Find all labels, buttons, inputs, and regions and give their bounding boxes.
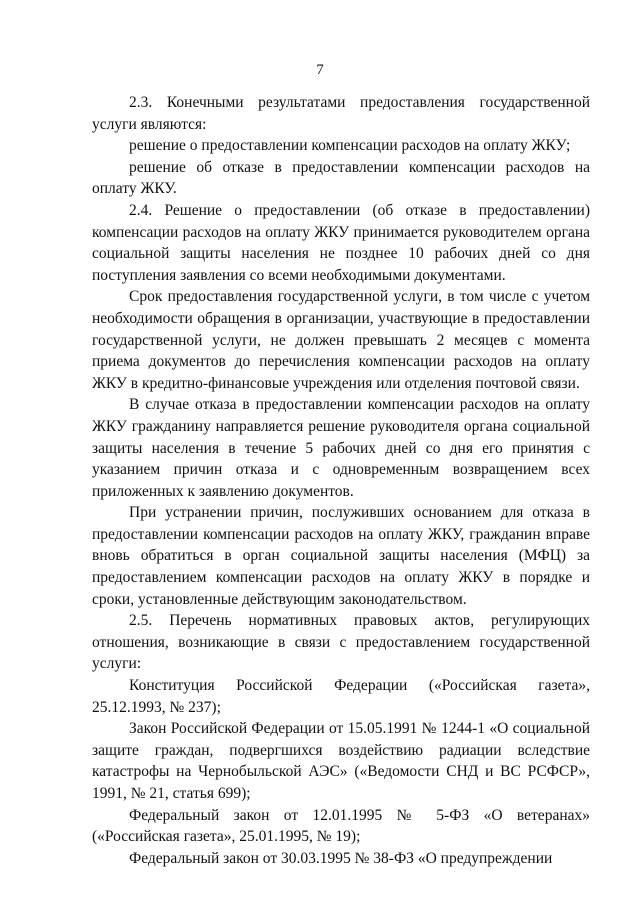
paragraph-reapply: При устранении причин, послуживших основанием для отказа в предоставлении компенсации расходов на оплату ЖКУ, гражданин вправе вновь обратиться в орган социальной защиты населения (МФЦ) за предоставлением компенсации расходов на оплату ЖКУ в порядке и сроки, установленные действующим законодательством. xyxy=(92,504,590,608)
paragraph-law-38-fz: Федеральный закон от 30.03.1995 № 38-ФЗ «О предупреждении xyxy=(129,849,553,867)
paragraph-law-5-fz: Федеральный закон от 12.01.1995 № 5-ФЗ «О ветеранах» («Российская газета», 25.01.1995, № 19); xyxy=(92,806,590,846)
paragraph-2-5: 2.5. Перечень нормативных правовых актов, регулирующих отношения, возникающие в связи с предоставлением государственной услуги: xyxy=(92,612,590,673)
paragraph-law-1244-1: Закон Российской Федерации от 15.05.1991 № 1244-1 «О социальной защите граждан, подвергшихся воздействию радиации вследствие катастрофы на Чернобыльской АЭС» («Ведомости СНД и ВС РСФСР», 1991, № 21, статья 699); xyxy=(92,720,590,802)
page-number: 7 xyxy=(316,62,324,78)
paragraph-constitution: Конституция Российской Федерации («Российская газета», 25.12.1993, № 237); xyxy=(92,677,590,716)
paragraph-2-4: 2.4. Решение о предоставлении (об отказе в предоставлении) компенсации расходов на оплату ЖКУ принимается руководителем органа социальной защиты населения не позднее 10 рабочих дней со дня поступления заявления со всеми необходимыми документами. xyxy=(92,201,590,284)
paragraph-service-term: Срок предоставления государственной услуги, в том числе с учетом необходимости обращения в организации, участвующие в предоставлении государственной услуги, не должен превышать 2 месяцев с момента приема документов до перечисления компенсации расходов на оплату ЖКУ в кредитно-финансовые учреждения или отделения почтовой связи. xyxy=(92,288,590,392)
paragraph-result-refusal: решение об отказе в предоставлении компенсации расходов на оплату ЖКУ. xyxy=(92,158,590,198)
document-body xyxy=(92,92,590,869)
paragraph-2-3: 2.3. Конечными результатами предоставления государственной услуги являются: xyxy=(92,94,590,133)
paragraph-refusal-case: В случае отказа в предоставлении компенсации расходов на оплату ЖКУ гражданину направляется решение руководителя органа социальной защиты населения в течение 5 рабочих дней со дня его принятия с указанием причин отказа и с одновременным возвращением всех приложенных к заявлению документов. xyxy=(92,396,590,500)
paragraph-result-grant: решение о предоставлении компенсации расходов на оплату ЖКУ; xyxy=(129,137,571,155)
